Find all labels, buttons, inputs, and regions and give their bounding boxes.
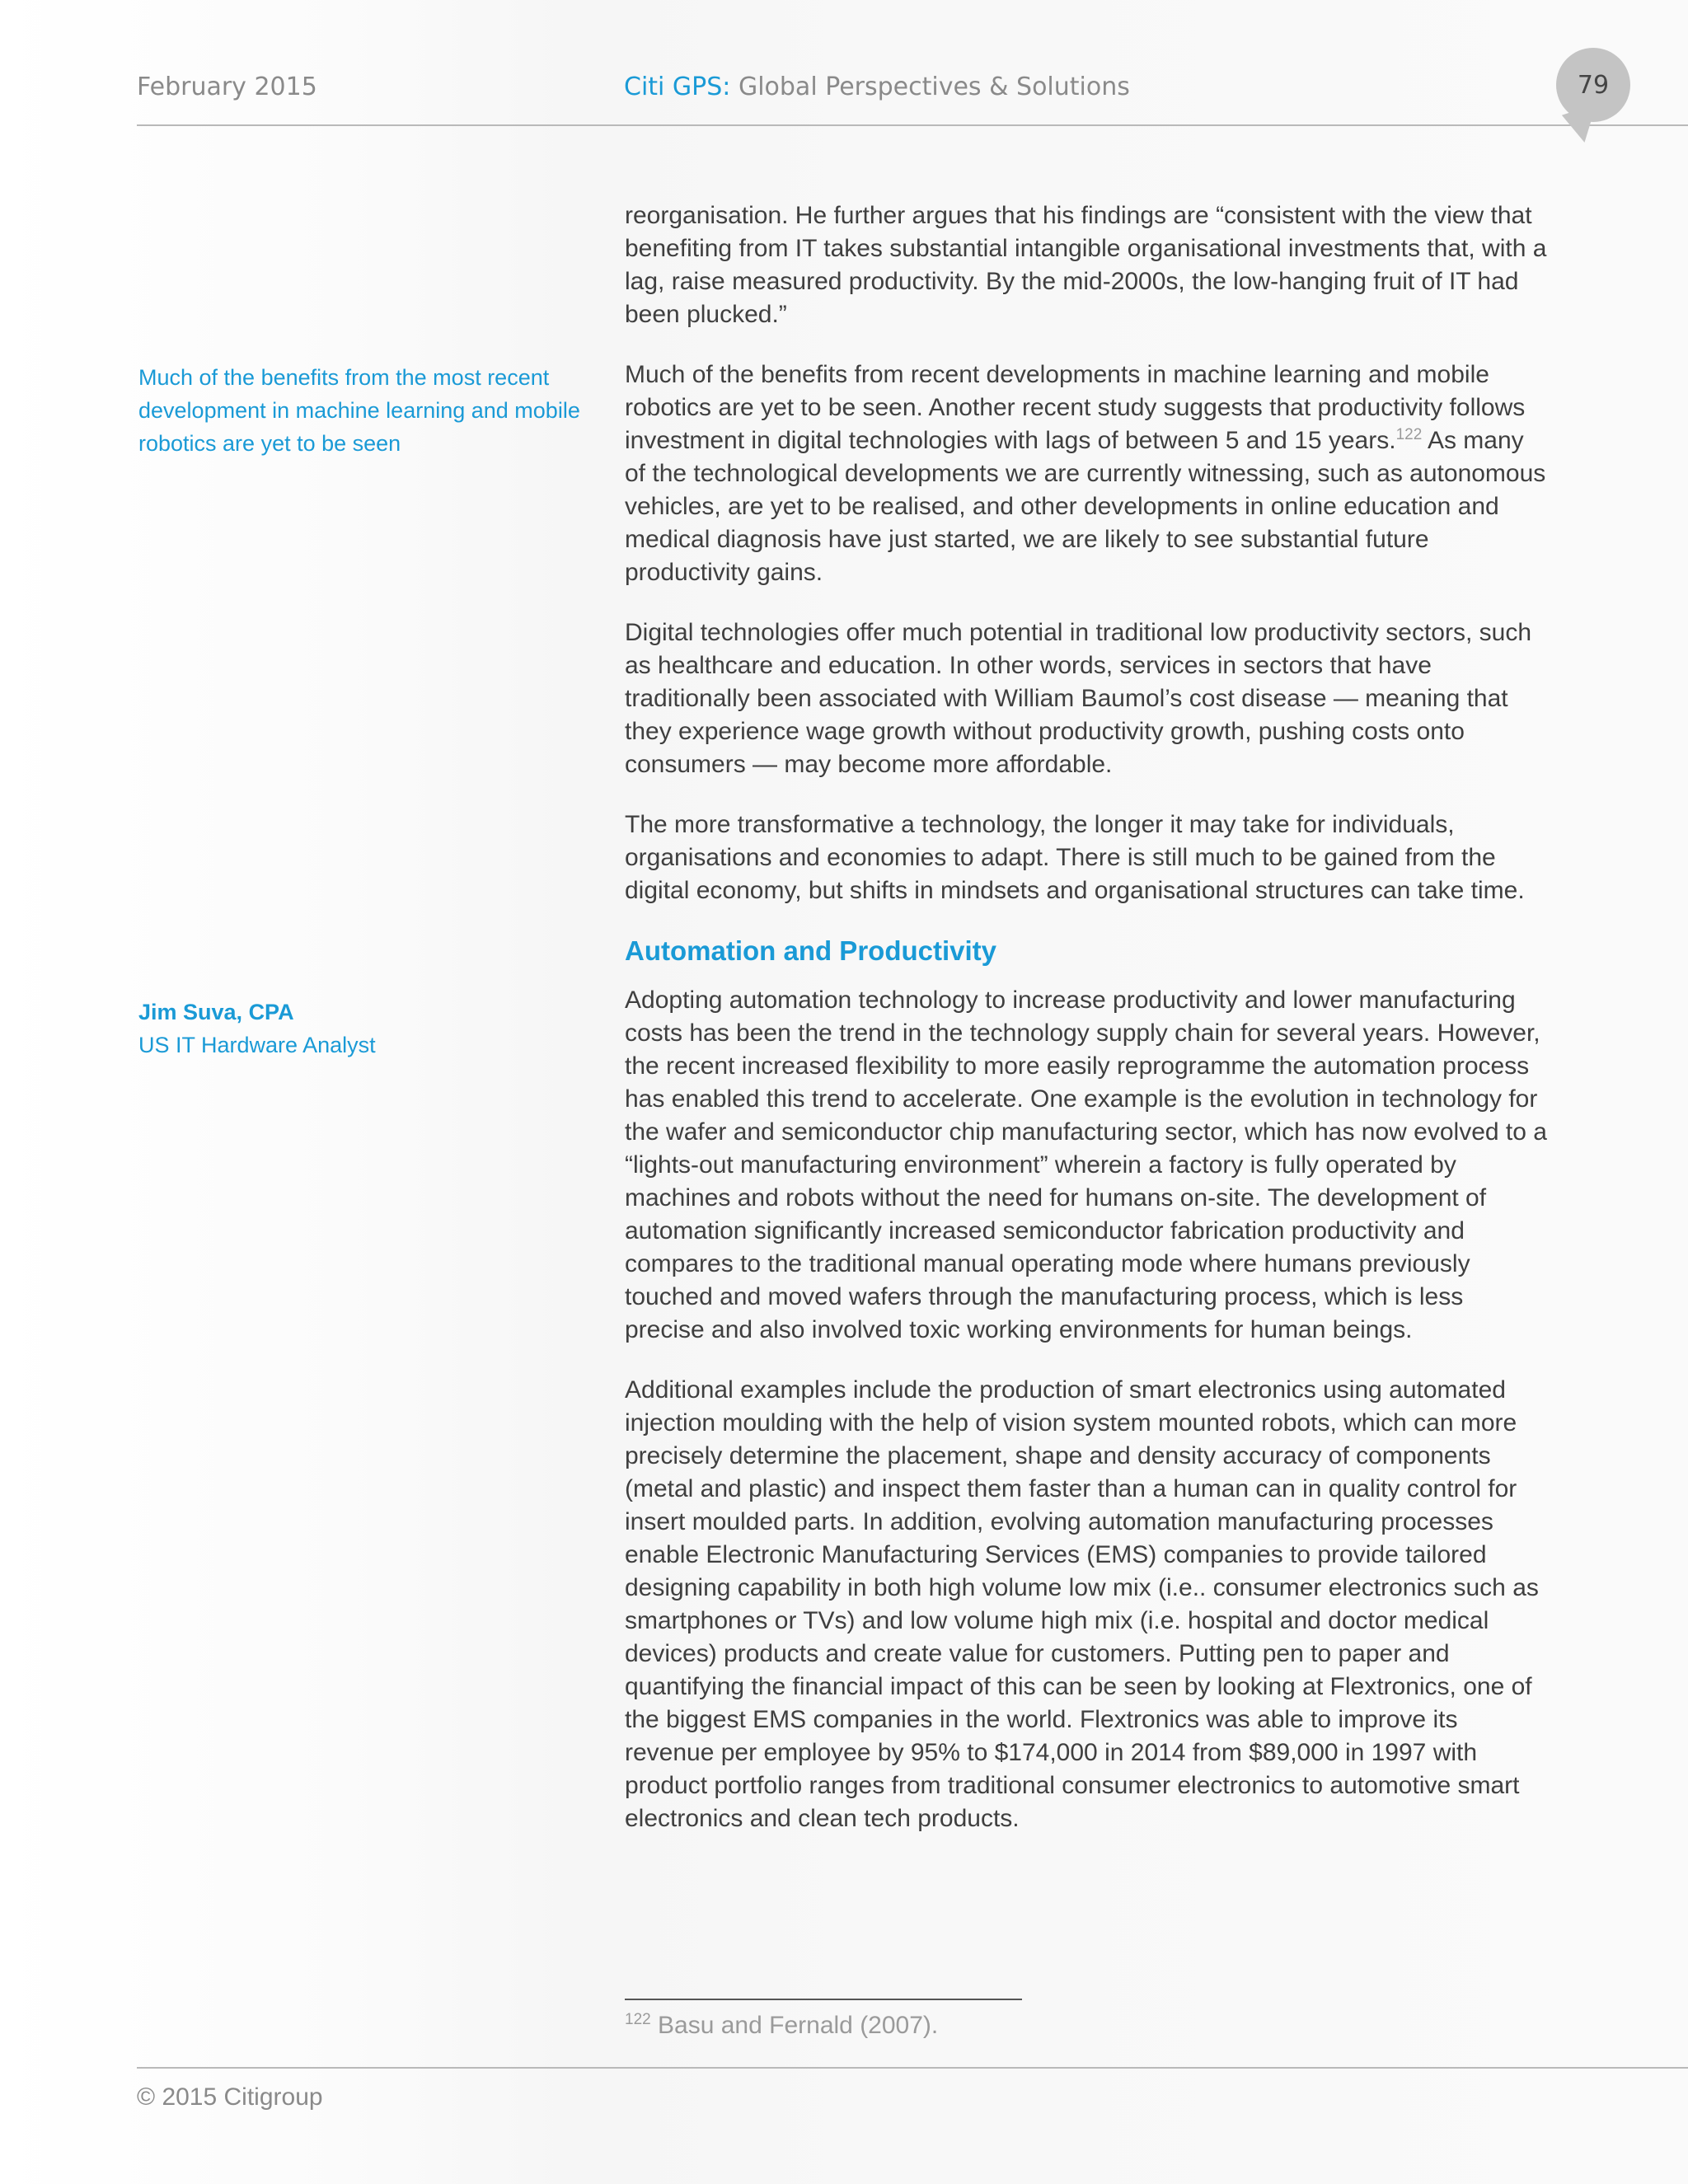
article-body <box>625 199 1548 1863</box>
sidebar-pull-quote: Much of the benefits from the most recent development in machine learning and mobile robotics are yet to be seen <box>138 365 580 456</box>
header-date: February 2015 <box>137 73 317 101</box>
paragraph-4: The more transformative a technology, the longer it may take for individuals, organisations and economies to adapt. There is still much to be gained from the digital economy, but shifts in mindsets and organisational structures can take time. <box>625 811 1525 904</box>
page-number: 79 <box>1577 70 1610 100</box>
header-brand: Citi GPS: <box>624 73 731 101</box>
section-heading: Automation and Productivity <box>625 935 997 966</box>
footnote <box>625 2012 938 2040</box>
author-title: US IT Hardware Analyst <box>138 1033 376 1057</box>
header-divider <box>137 124 1688 126</box>
header-title <box>624 73 1130 101</box>
paragraph-3: Digital technologies offer much potential in traditional low productivity sectors, such as healthcare and education. In other words, services in sectors that have traditionally been associated with William Baumol’s cost disease — meaning that they experience wage growth without productivity growth, pushing costs onto consumers — may become more affordable. <box>625 619 1532 778</box>
paragraph-6: Additional examples include the production of smart electronics using automated injection moulding with the help of vision system mounted robots, which can more precisely determine the placement, shape and density accuracy of components (metal and plastic) and inspect them faster than a human can in quality control for insert moulded parts. In addition, evolving automation manufacturing processes enable Electronic Manufacturing Services (EMS) companies to provide tailored designing capability in both high volume low mix (i.e.. consumer electronics such as smartphones or TVs) and low volume high mix (i.e. hospital and doctor medical devices) products and create value for customers. Putting pen to paper and quantifying the financial impact of this can be seen by looking at Flextronics, one of the biggest EMS companies in the world. Flextronics was able to improve its revenue per employee by 95% to $174,000 in 2014 from $89,000 in 1997 with product portfolio ranges from traditional consumer electronics to automotive smart electronics and clean tech products. <box>625 1376 1539 1832</box>
header-subtitle: Global Perspectives & Solutions <box>738 73 1130 101</box>
footnote-reference: 122 <box>1395 426 1423 443</box>
footnote-text: Basu and Fernald (2007). <box>650 2012 939 2039</box>
paragraph-2 <box>625 359 1548 589</box>
paragraph-1: reorganisation. He further argues that his findings are “consistent with the view that benefiting from IT takes substantial intangible organisational investments that, with a lag, raise measured productivity. By the mid-2000s, the low-hanging fruit of IT had been plucked.” <box>625 202 1547 328</box>
footnote-number: 122 <box>625 2011 651 2028</box>
paragraph-5: Adopting automation technology to increase productivity and lower manufacturing costs has been the trend in the technology supply chain for several years. However, the recent increased flexibility to more easily reprogramme the automation process has enabled this trend to accelerate. One example is the evolution in technology for the wafer and semiconductor chip manufacturing sector, which has now evolved to a “lights-out manufacturing environment” wherein a factory is fully operated by machines and robots without the need for humans on-site. The development of automation significantly increased semiconductor fabrication productivity and compares to the traditional manual operating mode where humans previously touched and moved wafers through the manufacturing process, which is less precise and also involved toxic working environments for human beings. <box>625 987 1547 1343</box>
footer-copyright: © 2015 Citigroup <box>137 2083 323 2111</box>
footnote-divider <box>625 1999 1022 2000</box>
page-number-badge <box>1556 48 1630 122</box>
paragraph-2-text: Much of the benefits from recent developments in machine learning and mobile robotics are yet to be seen. Another recent study suggests that productivity follows investment in digital technologies with lags of between 5 and 15 years. <box>625 361 1526 454</box>
paragraph-2-continued: As many of the technological developments we are currently witnessing, such as autonomous vehicles, are yet to be realised, and other developments in online education and medical diagnosis have just started, we are likely to see substantial future productivity gains. <box>625 427 1546 586</box>
footer-divider <box>137 2067 1688 2069</box>
author-name: Jim Suva, CPA <box>138 1000 294 1024</box>
